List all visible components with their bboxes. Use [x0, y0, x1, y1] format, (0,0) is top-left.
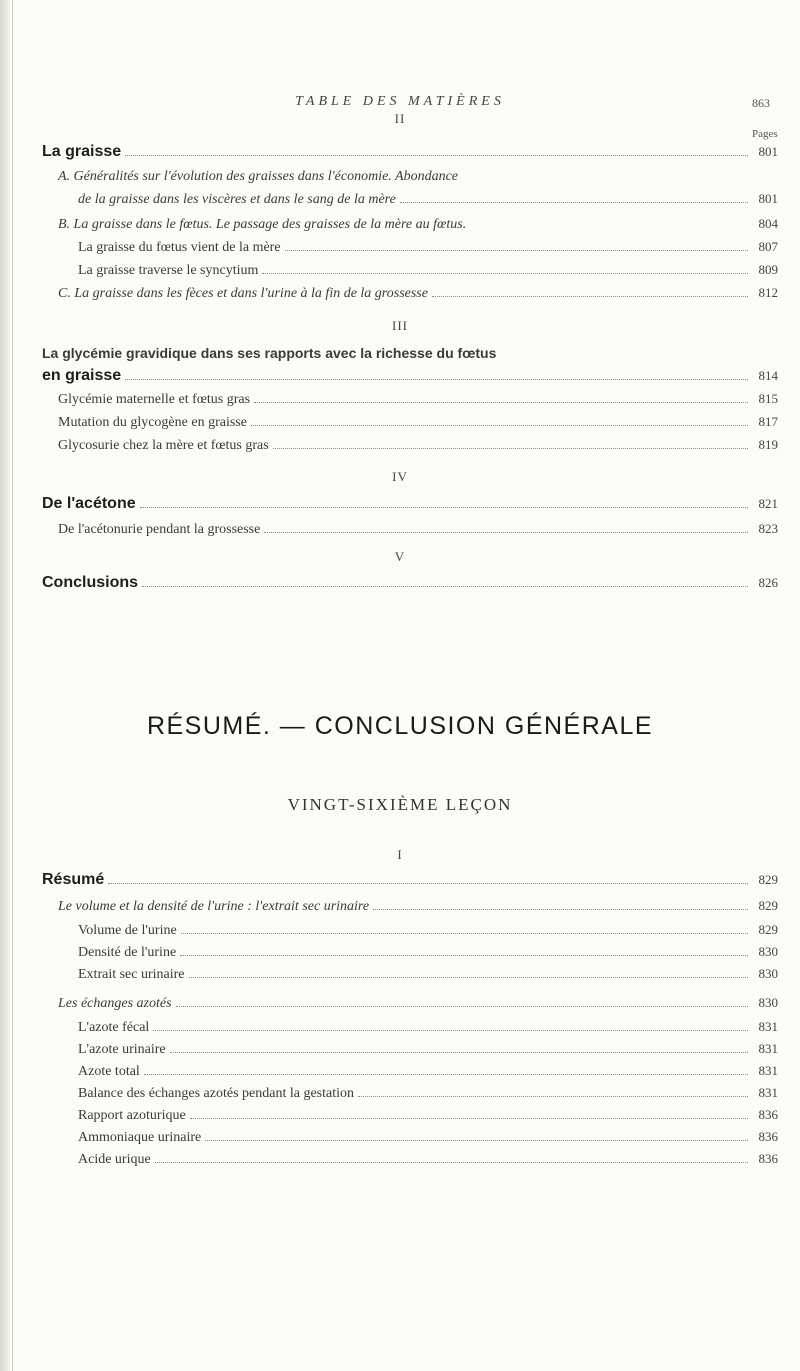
toc-entry-title: Volume de l'urine	[78, 923, 177, 938]
pages-column-label: Pages	[752, 128, 778, 140]
leader-dots	[358, 1083, 748, 1097]
toc-entry-echanges-azotes[interactable]	[58, 993, 778, 1013]
toc-entry-title: Conclusions	[42, 574, 139, 591]
toc-page-number: 801	[758, 191, 778, 206]
page-number: 863	[752, 96, 770, 110]
toc-entry-glycemie-maternelle[interactable]	[58, 389, 778, 409]
toc-entry-mutation-glycogene[interactable]	[58, 412, 778, 432]
toc-page-number: 821	[758, 496, 778, 511]
toc-page-number: 807	[758, 239, 778, 254]
toc-page-number: 814	[758, 368, 778, 383]
toc-page-number: 804	[758, 216, 778, 231]
leader-dots	[125, 142, 748, 156]
toc-entry-title: La graisse	[42, 143, 122, 160]
toc-page-number: 831	[758, 1019, 778, 1034]
section-numeral-iv: IV	[392, 469, 408, 484]
toc-entry-title: Résumé	[42, 871, 105, 888]
leader-dots	[181, 920, 748, 934]
leader-dots	[264, 519, 748, 533]
toc-page-number: 830	[758, 966, 778, 981]
toc-entry-rapport-azoturique[interactable]	[78, 1105, 778, 1125]
leader-dots	[180, 942, 748, 956]
toc-entry-extrait-sec[interactable]	[78, 964, 778, 984]
lesson-heading: VINGT-SIXIÈME LEÇON	[287, 795, 513, 814]
toc-entry-title: Densité de l'urine	[78, 945, 177, 960]
leader-dots	[373, 896, 748, 910]
toc-entry-text: La glycémie gravidique dans ses rapports avec la richesse du fœtus	[42, 345, 497, 361]
toc-page-number: 829	[758, 898, 778, 913]
toc-entry-la-graisse[interactable]	[42, 142, 778, 162]
toc-entry-azote-fecal[interactable]	[78, 1017, 778, 1037]
toc-entry-acide-urique[interactable]	[78, 1149, 778, 1169]
toc-entry-title: L'azote fécal	[78, 1020, 150, 1035]
leader-dots	[400, 189, 748, 203]
leader-dots	[251, 412, 748, 426]
chapter-heading: RÉSUMÉ. — CONCLUSION GÉNÉRALE	[146, 712, 654, 740]
toc-entry-title: Extrait sec urinaire	[78, 967, 185, 982]
leader-dots	[205, 1127, 748, 1141]
toc-entry-syncytium[interactable]	[78, 260, 778, 280]
toc-page-number: 829	[758, 872, 778, 887]
leader-dots	[254, 389, 748, 403]
toc-entry-title: De l'acétone	[42, 495, 136, 512]
toc-entry-title: La graisse traverse le syncytium	[78, 263, 259, 278]
toc-page-number: 823	[758, 521, 778, 536]
toc-entry-title: Glycosurie chez la mère et fœtus gras	[58, 438, 269, 453]
toc-entry-title: de la graisse dans les viscères et dans le sang de la mère	[78, 192, 396, 207]
page-edge-shadow	[0, 0, 10, 1371]
toc-entry-title: Rapport azoturique	[78, 1108, 186, 1123]
toc-entry-acetonurie[interactable]	[58, 519, 778, 539]
toc-entry-title: De l'acétonurie pendant la grossesse	[58, 522, 261, 537]
toc-page-number: 836	[758, 1129, 778, 1144]
toc-page-number: 829	[758, 922, 778, 937]
toc-entry-text: A. Généralités sur l'évolution des graisses dans l'économie. Abondance	[58, 169, 459, 184]
toc-entry-resume[interactable]	[42, 870, 778, 890]
page-edge-line	[12, 0, 13, 1371]
toc-page-number: 830	[758, 995, 778, 1010]
toc-entry-title: Le volume et la densité de l'urine : l'extrait sec urinaire	[58, 899, 370, 914]
toc-page-number: 831	[758, 1085, 778, 1100]
section-numeral-i: I	[397, 847, 403, 862]
leader-dots	[125, 366, 748, 380]
section-numeral-iii: III	[392, 318, 408, 333]
toc-page-number: 831	[758, 1063, 778, 1078]
toc-entry-title: C. La graisse dans les fèces et dans l'urine à la fin de la grossesse	[58, 286, 428, 301]
toc-entry-azote-urinaire[interactable]	[78, 1039, 778, 1059]
toc-entry-densite-urine[interactable]	[78, 942, 778, 962]
toc-entry-volume-urine[interactable]	[78, 920, 778, 940]
leader-dots	[189, 964, 748, 978]
section-numeral-v: V	[394, 549, 406, 564]
toc-entry-ammoniaque[interactable]	[78, 1127, 778, 1147]
toc-entry-title: Acide urique	[78, 1152, 151, 1167]
leader-dots	[142, 573, 748, 587]
toc-entry-glycosurie[interactable]	[58, 435, 778, 455]
toc-page-number: 836	[758, 1151, 778, 1166]
toc-entry-title: en graisse	[42, 367, 122, 384]
leader-dots	[153, 1017, 748, 1031]
leader-dots	[273, 435, 748, 449]
toc-entry-title: Ammoniaque urinaire	[78, 1130, 202, 1145]
toc-page-number: 830	[758, 944, 778, 959]
toc-entry-azote-total[interactable]	[78, 1061, 778, 1081]
leader-dots	[144, 1061, 748, 1075]
section-numeral-ii: II	[394, 111, 406, 126]
toc-entry-conclusions[interactable]	[42, 573, 778, 593]
leader-dots	[262, 260, 748, 274]
leader-dots	[170, 1039, 748, 1053]
toc-page-number: 831	[758, 1041, 778, 1056]
toc-entry-feces-urine[interactable]	[58, 283, 778, 303]
toc-entry-balance-echanges[interactable]	[78, 1083, 778, 1103]
toc-entry-title: L'azote urinaire	[78, 1042, 166, 1057]
toc-page-number: 812	[758, 285, 778, 300]
toc-entry-title: Balance des échanges azotés pendant la gestation	[78, 1086, 354, 1101]
toc-entry-title: Glycémie maternelle et fœtus gras	[58, 392, 251, 407]
leader-space	[470, 215, 748, 228]
toc-entry-generalites[interactable]	[78, 189, 778, 209]
toc-entry-title: Azote total	[78, 1064, 140, 1079]
leader-dots	[176, 993, 748, 1007]
toc-page-number: 815	[758, 391, 778, 406]
toc-page-number: 819	[758, 437, 778, 452]
leader-dots	[285, 237, 748, 251]
toc-entry-title: B. La graisse dans le fœtus. Le passage des graisses de la mère au fœtus.	[58, 217, 467, 232]
toc-entry-title: La graisse du fœtus vient de la mère	[78, 240, 281, 255]
toc-entry-title: Mutation du glycogène en graisse	[58, 415, 247, 430]
leader-dots	[108, 870, 748, 884]
toc-page-number: 817	[758, 414, 778, 429]
leader-dots	[155, 1149, 748, 1163]
toc-page-number: 826	[758, 575, 778, 590]
toc-entry-acetone[interactable]	[42, 494, 778, 514]
toc-page-number: 809	[758, 262, 778, 277]
running-title: TABLE DES MATIÈRES	[295, 94, 505, 109]
toc-entry-graisse-foetus[interactable]	[58, 214, 778, 234]
leader-dots	[190, 1105, 748, 1119]
toc-entry-graisse-vient-mere[interactable]	[78, 237, 778, 257]
toc-entry-title: Les échanges azotés	[58, 996, 172, 1011]
leader-dots	[432, 283, 748, 297]
toc-page-number: 836	[758, 1107, 778, 1122]
leader-dots	[140, 494, 748, 508]
toc-entry-glycemie[interactable]	[42, 366, 778, 386]
toc-page-number: 801	[758, 144, 778, 159]
toc-entry-volume-densite[interactable]	[58, 896, 778, 916]
